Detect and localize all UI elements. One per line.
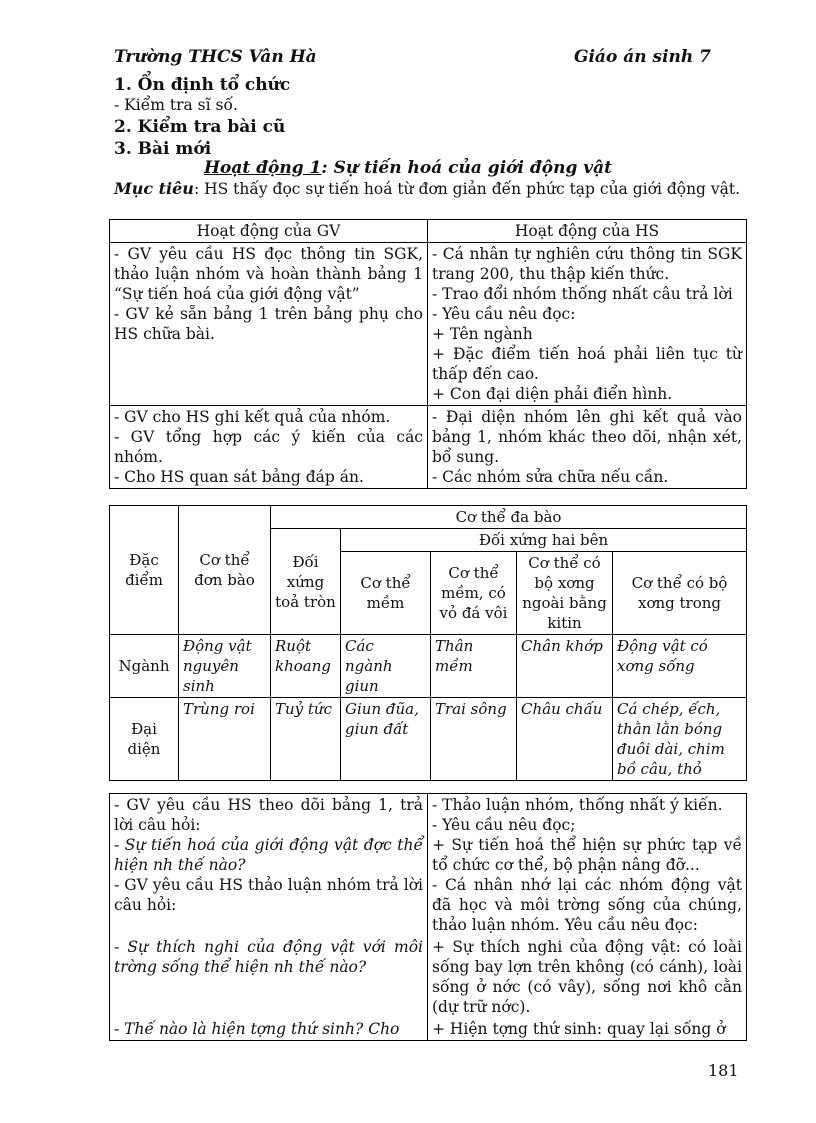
activity-title-text: : Sự tiến hoá của giới động vật <box>321 158 613 178</box>
gv-line: - GV yêu cầu HS theo dõi bảng 1, trả lời câu hỏi: <box>114 796 423 834</box>
evolution-table <box>109 505 747 781</box>
table-cell: Trùng roi <box>179 698 271 781</box>
step-1-detail: - Kiểm tra sĩ số. <box>114 96 238 114</box>
table-cell: Châu chấu <box>517 698 613 781</box>
gv-line: - Cho HS quan sát bảng đáp án. <box>114 468 364 486</box>
activity-table <box>109 219 747 489</box>
gv-column-header: Hoạt động của GV <box>110 220 428 243</box>
page-number: 181 <box>708 1061 739 1080</box>
activity-label: Hoạt động 1 <box>203 158 322 178</box>
header-don-bao: Cơ thể đơn bào <box>179 506 271 635</box>
step-2-heading: 2. Kiểm tra bài cũ <box>114 117 286 137</box>
hs-line: - Cá nhân tự nghiên cứu thông tin SGK trang 200, thu thập kiến thức. <box>432 245 742 283</box>
school-name: Trường THCS Vân Hà <box>114 47 317 67</box>
table-row <box>110 635 747 698</box>
gv-cell <box>110 1018 428 1041</box>
row-label: Đại diện <box>110 698 179 781</box>
gv-line: - GV cho HS ghi kết quả của nhóm. <box>114 408 391 426</box>
hs-cell <box>428 406 747 489</box>
row-label: Ngành <box>110 635 179 698</box>
table-cell: Thân mềm <box>431 635 517 698</box>
hs-line: + Sự tiến hoá thể hiện sự phức tạp về tổ chức cơ thể, bộ phận nâng đỡ... <box>432 836 742 874</box>
hs-line: - Yêu cầu nêu đọc: <box>432 305 576 323</box>
header-da-bao: Cơ thể đa bào <box>271 506 747 529</box>
table-row <box>110 406 747 489</box>
gv-line: - GV tổng hợp các ý kiến của các nhóm. <box>114 428 423 466</box>
hs-line: + Con đại diện phải điển hình. <box>432 385 673 403</box>
gv-cell <box>110 243 428 406</box>
hs-line: - Thảo luận nhóm, thống nhất ý kiến. <box>432 796 723 814</box>
goal-label: Mục tiêu <box>114 179 194 198</box>
table-row <box>110 936 747 1018</box>
table-cell: Tuỷ tức <box>271 698 341 781</box>
table-row <box>110 243 747 406</box>
hs-line: - Đại diện nhóm lên ghi kết quả vào bảng 1, nhóm khác theo dõi, nhận xét, bổ sung. <box>432 408 742 466</box>
hs-line: - Các nhóm sửa chữa nếu cần. <box>432 468 669 486</box>
hs-cell <box>428 794 747 937</box>
hs-line: - Yêu cầu nêu đọc; <box>432 816 576 834</box>
gv-line: - Sự tiến hoá của giới động vật đợc thể hiện nh thế nào? <box>114 836 423 874</box>
gv-cell <box>110 794 428 937</box>
gv-line: - GV yêu cầu HS thảo luận nhóm trả lời câu hỏi: <box>114 876 423 914</box>
hs-column-header: Hoạt động của HS <box>428 220 747 243</box>
table-cell: Động vật nguyên sinh <box>179 635 271 698</box>
hs-line: + Tên ngành <box>432 325 533 343</box>
gv-line: - GV kẻ sẵn bảng 1 trên bảng phụ cho HS chữa bài. <box>114 305 423 343</box>
hs-cell <box>428 1018 747 1041</box>
goal-text: : HS thấy đọc sự tiến hoá từ đơn giản đến phức tạp của giới động vật. <box>193 180 741 198</box>
table-cell: Giun đũa, giun đất <box>341 698 431 781</box>
hs-line: - Cá nhân nhớ lại các nhóm động vật đã học và môi trờng sống của chúng, thảo luận nhóm. Yêu cầu nêu đọc: <box>432 876 742 934</box>
table-cell: Ruột khoang <box>271 635 341 698</box>
gv-line: - Sự thích nghi của động vật với môi trờng sống thể hiện nh thế nào? <box>114 938 423 976</box>
header-toa-tron: Đối xứng toả tròn <box>271 529 341 635</box>
header-vo-da-voi: Cơ thể mềm, có vỏ đá vôi <box>431 552 517 635</box>
subject-label: Giáo án sinh 7 <box>573 47 711 67</box>
header-xong-trong: Cơ thể có bộ xơng trong <box>613 552 747 635</box>
hs-cell <box>428 243 747 406</box>
step-1-heading: 1. Ổn định tổ chức <box>114 75 291 95</box>
table-cell: Các ngành giun <box>341 635 431 698</box>
header-hai-ben: Đối xứng hai bên <box>341 529 747 552</box>
hs-cell <box>428 936 747 1018</box>
table-cell: Chân khớp <box>517 635 613 698</box>
header-dac-diem: Đặc điểm <box>110 506 179 635</box>
hs-line: - Trao đổi nhóm thống nhất câu trả lời <box>432 285 733 303</box>
gv-line: - GV yêu cầu HS đọc thông tin SGK, thảo luận nhóm và hoàn thành bảng 1 “Sự tiến hoá của giới động vật” <box>114 245 423 303</box>
hs-line: + Sự thích nghi của động vật: có loài sống bay lợn trên không (có cánh), loài sống ở nớc (có vây), sống nơi khô cằn (dự trữ nớc). <box>432 938 742 1016</box>
table-row <box>110 794 747 937</box>
step-3-heading: 3. Bài mới <box>114 139 212 159</box>
gv-cell <box>110 406 428 489</box>
gv-cell <box>110 936 428 1018</box>
table-cell: Trai sông <box>431 698 517 781</box>
header-co-the-mem: Cơ thể mềm <box>341 552 431 635</box>
activity-goal <box>114 179 740 198</box>
hs-line: + Đặc điểm tiến hoá phải liên tục từ thấp đến cao. <box>432 345 742 383</box>
gv-line: - Thế nào là hiện tợng thứ sinh? Cho <box>114 1020 400 1038</box>
table-cell: Động vật có xơng sống <box>613 635 747 698</box>
header-kitin: Cơ thể có bộ xơng ngoài bằng kitin <box>517 552 613 635</box>
table-row <box>110 1018 747 1041</box>
table-row <box>110 698 747 781</box>
discussion-table <box>109 793 747 1041</box>
hs-line: + Hiện tợng thứ sinh: quay lại sống ở <box>432 1020 726 1038</box>
table-cell: Cá chép, ếch, thằn lằn bóng đuôi dài, chim bồ câu, thỏ <box>613 698 747 781</box>
activity-title <box>0 158 816 178</box>
